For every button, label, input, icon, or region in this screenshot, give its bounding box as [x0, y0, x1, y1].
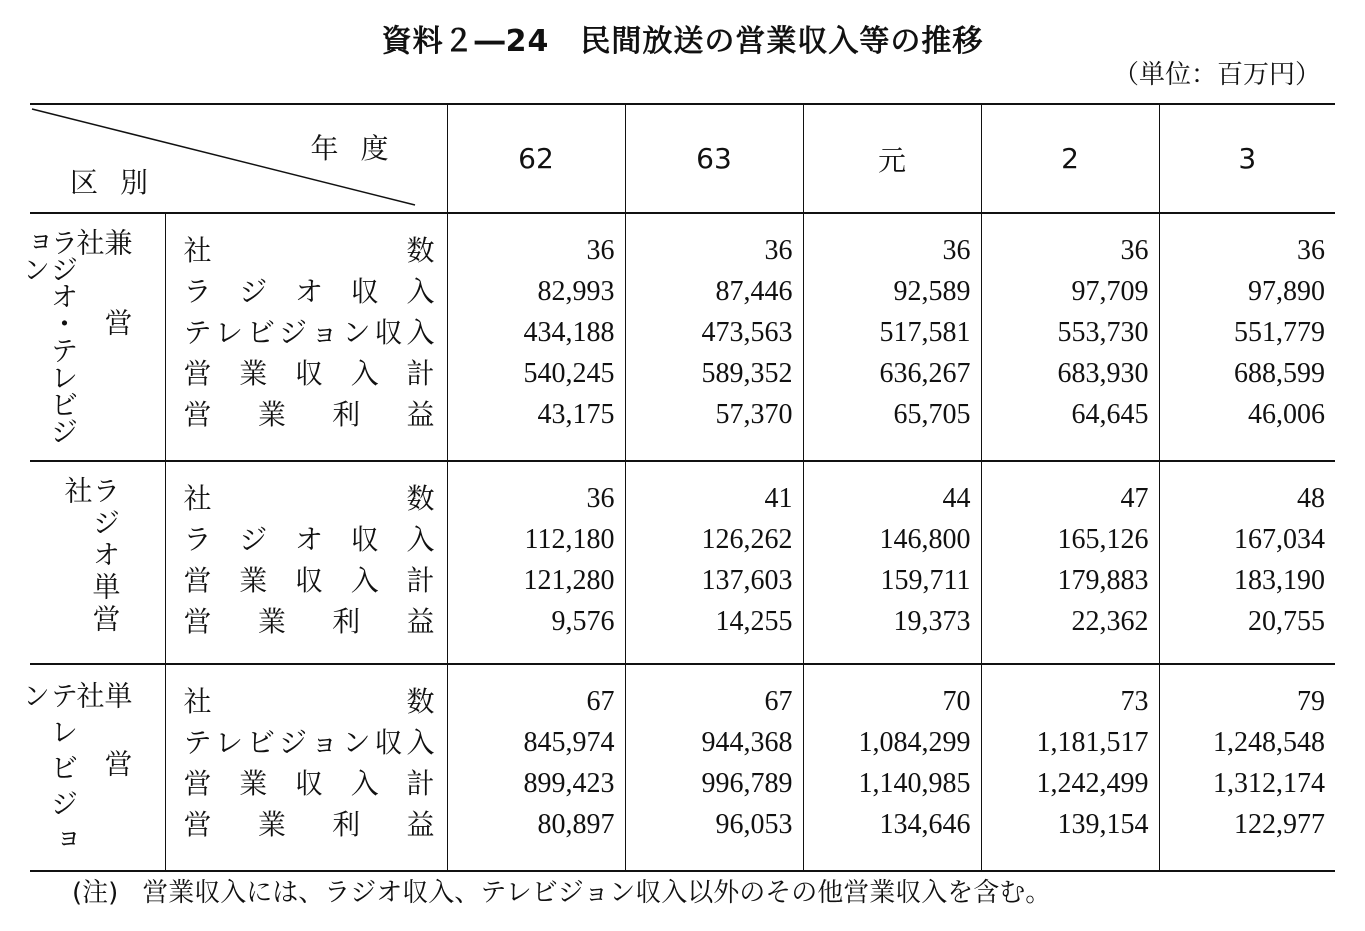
value-column: [625, 213, 803, 461]
group-row: [30, 664, 1335, 871]
table-cell: 14,255: [715, 606, 793, 637]
table-cell: 80,897: [537, 809, 615, 840]
item-label: 営業収入計: [183, 767, 435, 800]
item-label: テレビジョン収入: [183, 726, 435, 759]
group-label-col2: 単営社: [72, 681, 134, 817]
value-column: [447, 664, 625, 871]
table-cell: 1,248,548: [1213, 727, 1325, 758]
footnote-label: (注): [72, 878, 119, 908]
item-labels: [165, 213, 447, 461]
table-cell: 434,188: [523, 317, 615, 348]
table-cell: 996,789: [701, 768, 793, 799]
table-cell: 20,755: [1248, 606, 1325, 637]
table-cell: 41: [764, 483, 793, 514]
value-column: [803, 664, 981, 871]
table-cell: 73: [1120, 686, 1149, 717]
table-cell: 159,711: [880, 565, 971, 596]
table-cell: 36: [586, 483, 615, 514]
value-column: [625, 664, 803, 871]
category-axis-label: 区別: [70, 166, 171, 199]
value-column: [1159, 461, 1335, 664]
table-cell: 126,262: [701, 524, 793, 555]
table-cell: 64,645: [1071, 399, 1149, 430]
table-cell: 97,709: [1071, 276, 1149, 307]
table-cell: 137,603: [701, 565, 793, 596]
table-cell: 1,140,985: [858, 768, 971, 799]
table-cell: 540,245: [523, 358, 615, 389]
table-cell: 67: [586, 686, 615, 717]
table-cell: 36: [1297, 235, 1325, 266]
item-labels: [165, 461, 447, 664]
year-header: 3: [1159, 104, 1335, 213]
table-cell: 65,705: [893, 399, 971, 430]
footnote-text: 営業収入には、ラジオ収入、テレビジョン収入以外のその他営業収入を含む。: [142, 878, 1052, 908]
header-row: [30, 104, 1335, 213]
group-row: [30, 213, 1335, 461]
table-cell: 112,180: [524, 524, 615, 555]
unit-label: （単位：百万円）: [1112, 60, 1321, 90]
table-cell: 47: [1120, 483, 1149, 514]
item-label: 営業利益: [183, 398, 435, 431]
item-label: テレビジョン収入: [183, 316, 435, 349]
table-cell: 899,423: [523, 768, 615, 799]
table-cell: 36: [942, 235, 971, 266]
group-label-col1: ラジオ単営社: [60, 476, 122, 636]
table-cell: 1,181,517: [1036, 727, 1149, 758]
value-column: [1159, 213, 1335, 461]
value-column: [447, 213, 625, 461]
table-cell: 553,730: [1057, 317, 1149, 348]
year-header: 2: [981, 104, 1159, 213]
item-label: 営業利益: [183, 605, 435, 638]
value-column: [1159, 664, 1335, 871]
table-cell: 589,352: [701, 358, 793, 389]
table-cell: 121,280: [523, 565, 615, 596]
table-cell: 944,368: [701, 727, 793, 758]
year-axis-label: 年度: [310, 132, 411, 165]
table-cell: 183,190: [1234, 565, 1325, 596]
table-cell: 122,977: [1234, 809, 1325, 840]
table-cell: 36: [1120, 235, 1149, 266]
table-cell: 96,053: [715, 809, 793, 840]
table-cell: 134,646: [879, 809, 971, 840]
item-label: 営業利益: [183, 808, 435, 841]
table-cell: 92,589: [893, 276, 971, 307]
table-cell: 146,800: [879, 524, 971, 555]
revenue-table: [18, 103, 1335, 872]
table-cell: 36: [764, 235, 793, 266]
group-label-col1: テレビジョン: [18, 681, 80, 861]
value-column: [981, 664, 1159, 871]
table-cell: 9,576: [551, 606, 615, 637]
year-header: 63: [625, 104, 803, 213]
table-cell: 1,242,499: [1036, 768, 1149, 799]
value-column: [981, 213, 1159, 461]
table-cell: 139,154: [1057, 809, 1149, 840]
table-cell: 1,084,299: [858, 727, 971, 758]
table-cell: 179,883: [1057, 565, 1149, 596]
item-label: ラジオ収入: [183, 275, 435, 308]
group-label: [18, 664, 165, 871]
page-title: 資料２―24 民間放送の営業収入等の推移: [381, 24, 984, 59]
value-column: [625, 461, 803, 664]
value-column: [981, 461, 1159, 664]
table-cell: 36: [586, 235, 615, 266]
group-label: [30, 461, 165, 664]
table-cell: 636,267: [879, 358, 971, 389]
table-cell: 473,563: [701, 317, 793, 348]
table-cell: 79: [1297, 686, 1325, 717]
table-cell: 44: [942, 483, 971, 514]
item-label: 社数: [183, 482, 435, 515]
item-labels: [165, 664, 447, 871]
table-cell: 67: [764, 686, 793, 717]
footnote: [72, 872, 1051, 909]
table-cell: 22,362: [1071, 606, 1149, 637]
table-cell: 46,006: [1248, 399, 1325, 430]
corner-header: [30, 104, 447, 213]
item-label: ラジオ収入: [183, 523, 435, 556]
table-cell: 82,993: [537, 276, 615, 307]
table-cell: 97,890: [1248, 276, 1325, 307]
table-cell: 551,779: [1234, 317, 1325, 348]
value-column: [447, 461, 625, 664]
group-row: [30, 461, 1335, 664]
table-cell: 1,312,174: [1213, 768, 1325, 799]
table-cell: 517,581: [879, 317, 971, 348]
group-label-col1: ラジオ・テレビジョン: [18, 228, 80, 444]
year-header: 元: [803, 104, 981, 213]
value-column: [803, 461, 981, 664]
table-cell: 688,599: [1234, 358, 1325, 389]
table-cell: 683,930: [1057, 358, 1149, 389]
table-cell: 57,370: [715, 399, 793, 430]
table-cell: 43,175: [537, 399, 615, 430]
item-label: 営業収入計: [183, 564, 435, 597]
value-column: [803, 213, 981, 461]
table-cell: 165,126: [1057, 524, 1149, 555]
table-cell: 845,974: [523, 727, 615, 758]
item-label: 営業収入計: [183, 357, 435, 390]
table-cell: 19,373: [893, 606, 971, 637]
table-cell: 70: [942, 686, 971, 717]
group-label: [18, 213, 165, 461]
year-header: 62: [447, 104, 625, 213]
item-label: 社数: [183, 685, 435, 718]
table-cell: 167,034: [1234, 524, 1325, 555]
table-cell: 48: [1297, 483, 1325, 514]
group-label-col2: 兼営社: [72, 228, 134, 388]
table-cell: 87,446: [715, 276, 793, 307]
item-label: 社数: [183, 234, 435, 267]
